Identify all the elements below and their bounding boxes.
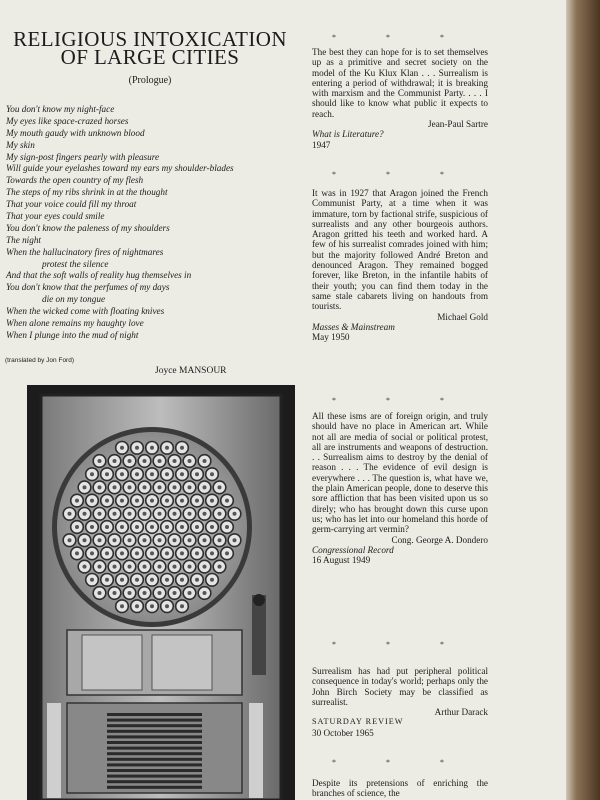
disc-cell-center xyxy=(68,512,72,516)
disc-cell-center xyxy=(173,485,177,489)
grille-slat xyxy=(107,763,202,766)
machine-artwork-image xyxy=(27,385,295,800)
quote-date: 30 October 1965 xyxy=(312,727,374,738)
separator-stars: * * * xyxy=(332,758,468,767)
disc-cell-center xyxy=(135,446,139,450)
disc-cell-center xyxy=(203,485,207,489)
disc-cell-center xyxy=(180,551,184,555)
disc-cell-center xyxy=(68,538,72,542)
poem-line: When the wicked come with floating knives xyxy=(6,306,165,317)
quote-darack xyxy=(312,666,488,738)
disc-cell-center xyxy=(158,485,162,489)
grille-slat xyxy=(107,735,202,738)
disc-cell-center xyxy=(210,499,214,503)
quote-sartre xyxy=(312,47,488,150)
disc-cell-center xyxy=(150,604,154,608)
poem-line: That your voice could fill my throat xyxy=(6,199,137,210)
disc-cell-center xyxy=(233,538,237,542)
translator-credit: (translated by Jon Ford) xyxy=(5,357,75,364)
poem-line: When the hallucinatory fires of nightmares xyxy=(6,246,164,257)
disc-cell-center xyxy=(180,578,184,582)
panel-box-left xyxy=(82,635,142,690)
disc-cell-center xyxy=(128,459,132,463)
disc-cell-center xyxy=(173,459,177,463)
disc-cell-center xyxy=(120,578,124,582)
disc-cell-center xyxy=(135,551,139,555)
grille-slat xyxy=(107,713,202,716)
disc-cell-center xyxy=(120,446,124,450)
disc-cell-center xyxy=(128,512,132,516)
separator-stars: * * * xyxy=(332,170,468,179)
disc-cell-center xyxy=(143,591,147,595)
grille-slat xyxy=(107,719,202,722)
grille-slat xyxy=(107,724,202,727)
disc-cell-center xyxy=(113,538,117,542)
side-bracket xyxy=(252,595,266,675)
quote-dondero xyxy=(312,411,488,565)
quote-text: The best they can hope for is to set themselves up as a primitive and secret society on the model of the Ku Klux Klan . . . Surrealism is entering a period of withdrawal; it is breaking with marxism and the Communist Party. . . . I should like to know what public it expects to reach. xyxy=(312,47,488,119)
disc-cell-center xyxy=(180,499,184,503)
poem-body xyxy=(6,104,306,342)
disc-cell-center xyxy=(98,459,102,463)
disc-cell-center xyxy=(203,565,207,569)
book-edge xyxy=(566,0,600,800)
disc-cell-center xyxy=(165,472,169,476)
separator-stars: * * * xyxy=(332,396,468,405)
disc-cell-center xyxy=(218,565,222,569)
disc-cell-center xyxy=(120,499,124,503)
disc-cell-center xyxy=(188,512,192,516)
disc-cell-center xyxy=(83,538,87,542)
disc-cell-center xyxy=(83,565,87,569)
disc-cell-center xyxy=(158,512,162,516)
disc-cell-center xyxy=(165,499,169,503)
disc-cell-center xyxy=(98,485,102,489)
disc-cell-center xyxy=(75,499,79,503)
poem-subtitle: (Prologue) xyxy=(128,75,172,86)
disc-cell-center xyxy=(105,525,109,529)
quote-source: SATURDAY REVIEW xyxy=(312,717,404,727)
disc-cell-center xyxy=(225,525,229,529)
disc-cell-center xyxy=(173,512,177,516)
disc-cell-center xyxy=(128,565,132,569)
quote-source: Congressional Record xyxy=(312,544,394,555)
disc-cell-center xyxy=(83,512,87,516)
poem-line: My mouth gaudy with unknown blood xyxy=(6,127,145,138)
poem-title-line1: RELIGIOUS INTOXICATION xyxy=(13,27,287,51)
disc-cell-center xyxy=(143,538,147,542)
disc-cell-center xyxy=(105,472,109,476)
poem-line: And that the soft walls of reality hug themselves in xyxy=(6,270,192,281)
separator-stars: * * * xyxy=(332,33,468,42)
poem-line: protest the silence xyxy=(42,258,109,269)
quote-attribution: Arthur Darack xyxy=(434,707,488,718)
grille-slat xyxy=(107,780,202,783)
disc-cell-center xyxy=(188,565,192,569)
disc-cell-center xyxy=(135,604,139,608)
disc-cell-center xyxy=(128,538,132,542)
quote-attribution: Michael Gold xyxy=(437,311,488,322)
disc-cell-center xyxy=(120,472,124,476)
disc-cell-center xyxy=(135,578,139,582)
disc-cell-center xyxy=(113,459,117,463)
disc-cell-center xyxy=(180,472,184,476)
disc-cell-center xyxy=(98,565,102,569)
quote-text: Despite its pretensions of enriching the branches of science, the xyxy=(312,778,488,799)
quote-source: What is Literature? xyxy=(312,129,384,140)
disc-cell-center xyxy=(195,525,199,529)
side-knob xyxy=(253,594,265,606)
quote-partial xyxy=(312,778,488,799)
disc-cell-center xyxy=(173,591,177,595)
disc-cell-center xyxy=(120,551,124,555)
disc-cell-center xyxy=(150,578,154,582)
poem-line: The steps of my ribs shrink in at the thought xyxy=(6,187,168,198)
poem-line: My eyes like space-crazed horses xyxy=(6,115,129,126)
right-leg xyxy=(249,703,263,798)
poem-line: The night xyxy=(6,234,41,245)
disc-cell-center xyxy=(203,538,207,542)
disc-cell-center xyxy=(120,525,124,529)
disc-cell-center xyxy=(195,472,199,476)
disc-cell-center xyxy=(233,512,237,516)
disc-cell-center xyxy=(158,591,162,595)
disc-cell-center xyxy=(218,512,222,516)
disc-cell-center xyxy=(128,591,132,595)
poem-line: You don't know that the perfumes of my days xyxy=(6,282,170,293)
disc-cell-center xyxy=(105,578,109,582)
disc-cell-center xyxy=(195,578,199,582)
disc-cell-center xyxy=(225,551,229,555)
disc-cell-center xyxy=(150,499,154,503)
disc-cell-center xyxy=(98,591,102,595)
grille-slat xyxy=(107,775,202,778)
disc-cell-center xyxy=(203,512,207,516)
grille-slat xyxy=(107,769,202,772)
separator-stars: * * * xyxy=(332,640,468,649)
disc-cell-center xyxy=(90,525,94,529)
disc-cell-center xyxy=(218,538,222,542)
disc-cell-center xyxy=(150,446,154,450)
disc-cell-center xyxy=(165,446,169,450)
grille-slat xyxy=(107,730,202,733)
disc-cell-center xyxy=(203,459,207,463)
grille-slat xyxy=(107,747,202,750)
poem-line: You don't know my night-face xyxy=(6,104,115,114)
grille-slat xyxy=(107,758,202,761)
disc-cell-center xyxy=(188,591,192,595)
quote-text: It was in 1927 that Aragon joined the French Communist Party, at a time when it was immature, torn by factional strife, suspicious of surrealists and any other bourgeois authors. Aragon gritted his teeth and worked hard. A few of his surrealist comrades joined with him; but the majority followed André Breton and denounced Aragon. They remained bogged forever, like Breton, in the infantile habits of their youth; you can find them today in the same stale cabarets living on handouts from tourists. xyxy=(312,188,488,312)
grille-slat xyxy=(107,752,202,755)
disc-cell-center xyxy=(90,551,94,555)
quote-attribution: Jean-Paul Sartre xyxy=(428,119,488,130)
disc-cell-center xyxy=(165,551,169,555)
disc-cell-center xyxy=(195,499,199,503)
disc-cell-center xyxy=(143,485,147,489)
disc-cell-center xyxy=(98,538,102,542)
quote-attribution: Cong. George A. Dondero xyxy=(391,534,488,545)
disc-cell-center xyxy=(180,604,184,608)
disc-cell-center xyxy=(128,485,132,489)
grille-slat xyxy=(107,786,202,789)
poem-line: My sign-post fingers pearly with pleasure xyxy=(6,151,160,162)
poem-line: You don't know the paleness of my shoulders xyxy=(6,222,170,233)
disc-cell-center xyxy=(173,565,177,569)
disc-cell-center xyxy=(90,499,94,503)
disc-cell-center xyxy=(135,472,139,476)
disc-cell-center xyxy=(150,525,154,529)
quote-gold xyxy=(312,188,488,342)
disc-cell-center xyxy=(210,551,214,555)
disc-cell-center xyxy=(113,485,117,489)
disc-cell-center xyxy=(90,472,94,476)
disc-cell-center xyxy=(105,499,109,503)
quote-date: May 1950 xyxy=(312,332,350,343)
disc-cell-center xyxy=(83,485,87,489)
disc-cell-center xyxy=(113,591,117,595)
disc-cell-center xyxy=(158,538,162,542)
disc-cell-center xyxy=(75,525,79,529)
disc-cell-center xyxy=(180,446,184,450)
disc-cell-center xyxy=(165,578,169,582)
poem-title-line2: OF LARGE CITIES xyxy=(60,45,240,69)
quote-date: 1947 xyxy=(312,139,331,150)
poem-line: die on my tongue xyxy=(42,294,106,305)
disc-cell-center xyxy=(180,525,184,529)
disc-cell-center xyxy=(188,485,192,489)
quote-text: Surrealism has had put peripheral political consequence in today's world; perhaps only the John Birch Society may be classified as surrealist. xyxy=(312,666,488,707)
disc-cell-center xyxy=(210,525,214,529)
disc-cell-center xyxy=(105,551,109,555)
disc-cell-center xyxy=(120,604,124,608)
disc-cell-center xyxy=(150,551,154,555)
disc-cell-center xyxy=(158,459,162,463)
disc-cell-center xyxy=(203,591,207,595)
artwork-photo xyxy=(27,385,295,800)
disc-cell-center xyxy=(158,565,162,569)
quote-text: All these isms are of foreign origin, and truly should have no place in American art. While not all are media of social or political protest, all are instruments and weapons of destruction. . . Surrealism aims to destroy by the denial of reason . . . The evidence of evil design is everywhere . . . The question is, what have we, the plain American people, done to deserve this sore affliction that has been visited upon us so direly; who has brought down this curse upon us; who has let into our homeland this horde of germ-carrying art vermin? xyxy=(312,411,488,535)
poem-line: My skin xyxy=(6,139,35,150)
poem-line: That your eyes could smile xyxy=(6,211,105,222)
disc-cell-center xyxy=(143,459,147,463)
disc-cell-center xyxy=(135,499,139,503)
disc-cell-center xyxy=(195,551,199,555)
grille-slat xyxy=(107,741,202,744)
disc-cell-center xyxy=(188,459,192,463)
poem-line: When I plunge into the mud of night xyxy=(6,329,139,340)
disc-cell-center xyxy=(165,604,169,608)
disc-cell-center xyxy=(165,525,169,529)
disc-cell-center xyxy=(225,499,229,503)
disc-cell-center xyxy=(150,472,154,476)
left-leg xyxy=(47,703,61,798)
poem-author: Joyce MANSOUR xyxy=(155,366,227,376)
disc-cell-center xyxy=(143,512,147,516)
disc-cell-center xyxy=(113,565,117,569)
disc-cell-center xyxy=(98,512,102,516)
poem-line: When alone remains my haughty love xyxy=(6,318,144,329)
disc-cell-center xyxy=(113,512,117,516)
disc-cell-center xyxy=(218,485,222,489)
disc-cell-center xyxy=(210,578,214,582)
disc-cell-center xyxy=(75,551,79,555)
disc-cell-center xyxy=(173,538,177,542)
panel-box-right xyxy=(152,635,212,690)
quote-date: 16 August 1949 xyxy=(312,555,371,566)
quote-source: Masses & Mainstream xyxy=(312,321,395,332)
disc-cell-center xyxy=(188,538,192,542)
disc-cell-center xyxy=(210,472,214,476)
disc-cell-center xyxy=(143,565,147,569)
poem-line: Will guide your eyelashes toward my ears my shoulder-blades xyxy=(6,163,234,174)
disc-cell-center xyxy=(90,578,94,582)
disc-cell-center xyxy=(135,525,139,529)
poem-line: Towards the open country of my flesh xyxy=(6,175,144,186)
